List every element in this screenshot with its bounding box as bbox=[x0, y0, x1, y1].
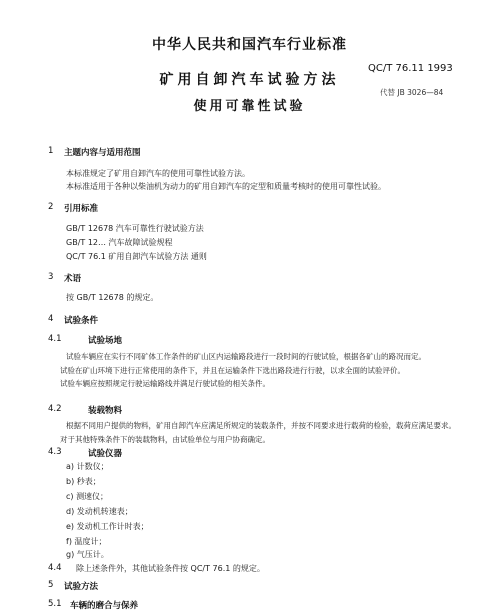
list-item: g) 气压计。 bbox=[66, 550, 109, 559]
paragraph: 根据不同用户提供的物料，矿用自卸汽车应满足所规定的装载条件，并按不同要求进行载荷的检验，载荷应满足要求。 bbox=[66, 421, 456, 430]
section-title: 试验条件 bbox=[64, 316, 99, 326]
paragraph: 试验车辆应在实行不同矿体工作条件的矿山区内运输路段进行一段时间的行驶试验，根据各矿山的路况而定。 bbox=[66, 352, 426, 361]
standard-number: QC/T 76.11 1993 bbox=[368, 63, 453, 74]
subsection-number: 4.1 bbox=[48, 334, 62, 344]
paragraph: 按 GB/T 12678 的规定。 bbox=[66, 293, 159, 302]
subsection-number: 4.2 bbox=[48, 404, 62, 414]
section-number: 1 bbox=[48, 146, 54, 156]
section-number: 2 bbox=[48, 202, 54, 212]
subsection-number: 5.1 bbox=[48, 599, 62, 609]
section-number: 3 bbox=[48, 272, 54, 282]
list-item: b) 秒表； bbox=[66, 477, 101, 486]
paragraph: 试验在矿山环境下进行正常使用的条件下，并且在运输条件下选出路段进行行驶，以求全面的试验评价。 bbox=[60, 366, 405, 375]
paragraph: 试验车辆应按照规定行驶运输路线并满足行驶试验的相关条件。 bbox=[60, 379, 270, 388]
standard-org-title: 中华人民共和国汽车行业标准 bbox=[152, 37, 347, 53]
reference-item: QC/T 76.1 矿用自卸汽车试验方法 通则 bbox=[66, 252, 207, 261]
list-item: a) 计数仪； bbox=[66, 462, 109, 471]
section-title: 引用标准 bbox=[64, 204, 99, 214]
subsection-number: 4.4 bbox=[48, 563, 62, 573]
section-title: 试验方法 bbox=[64, 582, 99, 592]
subsection-title: 车辆的磨合与保养 bbox=[70, 601, 139, 611]
section-number: 5 bbox=[48, 580, 54, 590]
subsection-title: 试验场地 bbox=[88, 336, 123, 346]
subsection-title: 装载物料 bbox=[88, 406, 123, 416]
list-item: e) 发动机工作计时表； bbox=[66, 522, 149, 531]
paragraph: 对于其他特殊条件下的装载物料，由试验单位与用户协商确定。 bbox=[60, 435, 270, 444]
subsection-title: 试验仪器 bbox=[88, 449, 123, 459]
document-subtitle: 使用可靠性试验 bbox=[193, 99, 306, 114]
section-title: 主题内容与适用范围 bbox=[64, 148, 141, 158]
document-title: 矿用自卸汽车试验方法 bbox=[159, 72, 340, 88]
section-number: 4 bbox=[48, 314, 54, 324]
list-item: d) 发动机转速表； bbox=[66, 507, 133, 516]
subsection-number: 4.3 bbox=[48, 447, 62, 457]
list-item: f) 温度计； bbox=[66, 537, 107, 546]
paragraph: 除上述条件外，其他试验条件按 QC/T 76.1 的规定。 bbox=[76, 564, 265, 573]
paragraph: 本标准适用于各种以柴油机为动力的矿用自卸汽车的定型和质量考核时的使用可靠性试验。 bbox=[66, 182, 386, 191]
replaces-standard: 代替 JB 3026—84 bbox=[380, 88, 444, 97]
reference-item: GB/T 12678 汽车可靠性行驶试验方法 bbox=[66, 224, 204, 233]
paragraph: 本标准规定了矿用自卸汽车的使用可靠性试验方法。 bbox=[66, 169, 250, 178]
list-item: c) 测速仪； bbox=[66, 492, 109, 501]
reference-item: GB/T 12… 汽车故障试验规程 bbox=[66, 238, 173, 247]
section-title: 术语 bbox=[64, 274, 82, 284]
